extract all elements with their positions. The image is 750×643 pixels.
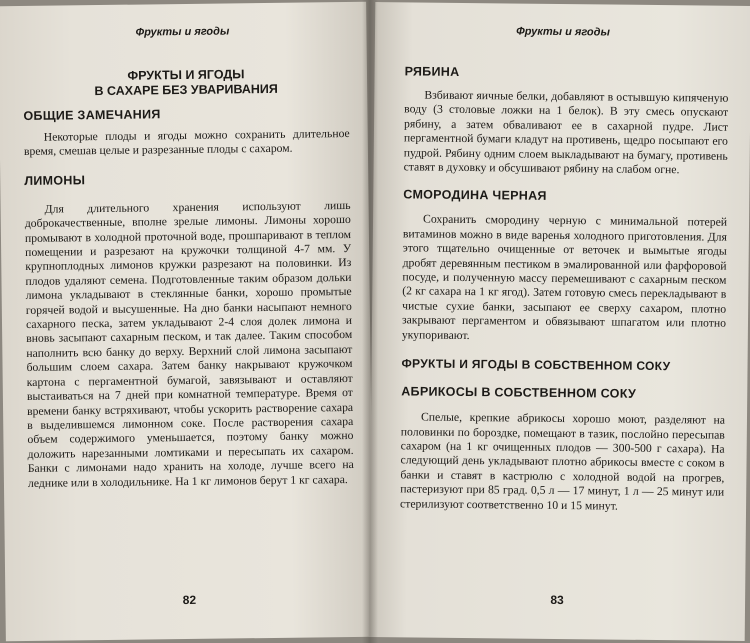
right-page xyxy=(369,2,750,641)
heading-apricots: АБРИКОСЫ В СОБСТВЕННОМ СОКУ xyxy=(401,384,637,401)
heading-own-juice: ФРУКТЫ И ЯГОДЫ В СОБСТВЕННОМ СОКУ xyxy=(401,356,671,374)
paragraph-apricots: Спелые, крепкие абрикосы хорошо моют, разделяют на половинки по бороздке, помещают в тазик, послойно пересыпав сахаром (на 1 кг очищенных плодов — 300-500 г сахара). На следующий день укладывают плотно абрикосы вместе с соком в банки и ставят в кастрюлю с холодной водой на прогрев, пастеризуют при 85 град. 0,5 л — 17 минут, 1 л — 25 минут или стерилизуют соответственно 10 и 15 минут. xyxy=(400,410,726,513)
paragraph-black-currant: Сохранить смородину черную с минимальной потерей витаминов можно в виде варенья холодного приготовления. Для этого тщательно очищенные от веточек и вымытые ягоды дробят деревянным пестиком в эмалированной или фарфоровой посуде, и полученную массу перемешивают с сахарным песком (2 кг сахара на 1 кг ягод). Затем готовую смесь перекладывают в чистые сухие банки, засыпают ее сверху сахаром, плотно закрывают пергаментом и обвязывают шпагатом или плотно укупоривают. xyxy=(401,212,728,342)
page-number-left: 82 xyxy=(182,592,197,608)
section-title-line-1: ФРУКТЫ И ЯГОДЫ xyxy=(127,67,245,83)
paragraph-general-remarks: Некоторые плоды и ягоды можно сохранить длительное время, смешав целые и разрезанные плоды с сахаром. xyxy=(23,126,350,159)
page-number-right: 83 xyxy=(550,592,564,608)
left-page xyxy=(0,2,374,641)
heading-rowan: РЯБИНА xyxy=(404,64,460,79)
paragraph-rowan: Взбивают яичные белки, добавляют в остывшую кипяченую воду (3 столовые ложки на 1 белок). В эту смесь опускают рябину, а затем обваливают ее в сахарной пудре. Лист пергаментной бумаги кладут на противень, щедро посыпают его пудрой. Рябину одним слоем выкладывают на бумагу, противень ставят в духовку и обсушивают рябину на слабом огне. xyxy=(403,88,729,177)
running-head-left: Фрукты и ягоды xyxy=(135,25,230,39)
section-title-line-2: В САХАРЕ БЕЗ УВАРИВАНИЯ xyxy=(94,81,278,99)
heading-general-remarks: ОБЩИЕ ЗАМЕЧАНИЯ xyxy=(23,107,161,123)
heading-lemons: ЛИМОНЫ xyxy=(24,173,86,188)
running-head-right: Фрукты и ягоды xyxy=(516,25,610,39)
section-title xyxy=(23,66,349,100)
book-gutter xyxy=(362,0,378,643)
paragraph-lemons: Для длительного хранения используют лишь доброкачественные, вполне зрелые лимоны. Лимоны хорошо промывают в холодной проточной воде, прошпаривают в теплом помещении и разрезают на кружочки толщиной 4-7 мм. У крупноплодных лимонов кружки разрезают на половинки. Из плодов удаляют семена. Подготовленные таким образом дольки лимона укладывают в стеклянные банки, хорошо промытые горячей водой и высушенные. На дно банки насыпают немного сахарного песка, затем укладывают 2-4 слоя долек лимона и вновь засыпают сахарным песком, и так далее. Таким способом наполнить всю банку до верху. Верхний слой лимона засыпают большим слоем сахара. Затем банку накрывают кружочком картона с пергаментной бумагой, завязывают и оставляют выстаиваться на 7 дней при комнатной температуре. Время от времени банку встряхивают, чтобы ускорить растворение сахара в выделившемся лимонном соке. После растворения сахара объем содержимого уменьшается, поэтому банку можно доложить нарезанными ломтиками и пересыпать их сахаром. Банки с лимонами надо хранить на холоде, лучше всего на леднике или в холодильнике. На 1 кг лимонов берут 1 кг сахара. xyxy=(24,198,354,490)
heading-black-currant: СМОРОДИНА ЧЕРНАЯ xyxy=(403,187,547,204)
